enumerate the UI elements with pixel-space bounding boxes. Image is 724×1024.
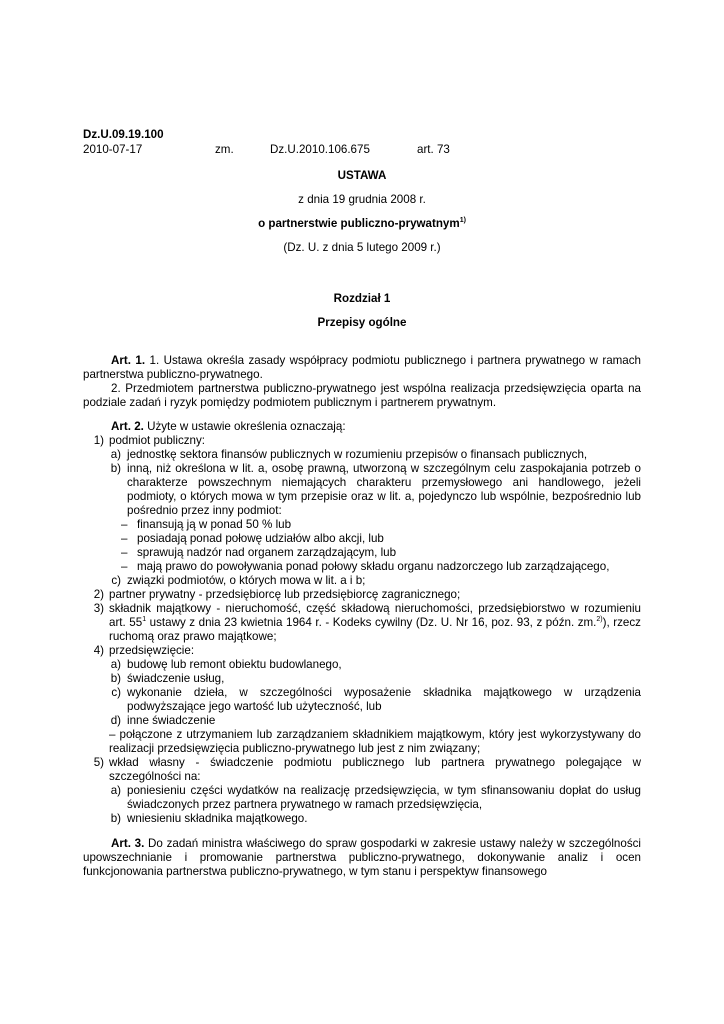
definition-5b — [83, 812, 641, 826]
item-letter: c) — [111, 686, 121, 699]
dash-item-1 — [83, 518, 641, 532]
dash-marker: – — [121, 546, 128, 559]
definition-1a — [83, 448, 641, 462]
article-1 — [83, 354, 641, 410]
act-subject-text: o partnerstwie publiczno-prywatnym — [258, 217, 460, 230]
amendment-article: art. 73 — [417, 143, 450, 156]
item-text: związki podmiotów, o których mowa w lit. a i b; — [127, 574, 366, 587]
dash-marker: – — [121, 518, 128, 531]
item-text: wkład własny - świadczenie podmiotu publicznego lub partnera prywatnego polegające w szczególności na: — [109, 756, 641, 783]
item-text: jednostkę sektora finansów publicznych w rozumieniu przepisów o finansach publicznych, — [127, 448, 588, 461]
article-3-paragraph — [83, 837, 641, 879]
text-part: składnik majątkowy - nieruchomość, część składową nieruchomości, przedsiębiorstwo w rozumieniu art. 55 — [109, 602, 641, 629]
amendment-date: 2010-07-17 — [83, 143, 143, 156]
text-part: ustawy z dnia 23 kwietnia 1964 r. - Kodeks cywilny (Dz. U. Nr 16, poz. 93, z późn. zm. — [146, 616, 597, 629]
article-1-text-1: 1. Ustawa określa zasady współpracy podmiotu publicznego i partnera prywatnego w ramach partnerstwa publiczno-prywatnego. — [83, 354, 642, 381]
item-text: mają prawo do powoływania ponad połowy składu organu nadzorczego lub zarządzającego, — [137, 560, 610, 573]
chapter-label: Rozdział 1 — [333, 292, 391, 305]
definition-4b — [83, 672, 641, 686]
item-text: finansują ją w ponad 50 % lub — [137, 518, 292, 531]
amendment-label: zm. — [215, 143, 234, 156]
item-text: wykonanie dzieła, w szczególności wyposażenie składnika majątkowego w urządzenia podwyższające jego wartość lub użyteczność, lub — [127, 686, 641, 713]
dash-marker: – — [121, 532, 128, 545]
item-letter: b) — [110, 672, 121, 685]
item-number: 1) — [93, 434, 104, 447]
definition-1 — [83, 434, 641, 448]
act-journal: (Dz. U. z dnia 5 lutego 2009 r.) — [283, 241, 441, 254]
definition-4d — [83, 714, 641, 728]
article-1-label: Art. 1. — [111, 354, 146, 367]
article-3 — [83, 837, 641, 879]
act-date: z dnia 19 grudnia 2008 r. — [298, 193, 426, 206]
item-text: wniesieniu składnika majątkowego. — [127, 812, 308, 825]
item-text: budowę lub remont obiektu budowlanego, — [127, 658, 342, 671]
dash-item-4 — [83, 560, 641, 574]
item-text: przedsięwzięcie: — [109, 644, 195, 657]
article-2 — [83, 420, 641, 826]
chapter-title: Przepisy ogólne — [317, 316, 407, 329]
dash-item-3 — [83, 546, 641, 560]
document-page — [83, 128, 641, 879]
item-letter: a) — [110, 448, 121, 461]
amendment-line — [83, 143, 641, 158]
item-text: sprawują nadzór nad organem zarządzającym, lub — [137, 546, 397, 559]
item-text: podmiot publiczny: — [109, 434, 206, 447]
article-2-label: Art. 2. — [111, 420, 144, 433]
article-2-intro — [83, 420, 641, 434]
definition-4 — [83, 644, 641, 658]
dash-marker: – — [121, 560, 128, 573]
item-text: inną, niż określona w lit. a, osobę prawną, utworzoną w szczególnym celu zaspokajania potrzeb o charakterze powszechnym niemających charakteru przemysłowego ani handlowego, jeżeli podmioty, o których mowa w tym przepisie oraz w lit. a, pojedynczo lub wspólnie, bezpośrednio lub pośrednio przez inny podmiot: — [127, 462, 641, 517]
article-3-label: Art. 3. — [111, 837, 145, 850]
item-number: 3) — [93, 602, 104, 615]
document-id: Dz.U.09.19.100 — [83, 128, 164, 141]
article-1-paragraph-2: 2. Przedmiotem partnerstwa publiczno-prywatnego jest wspólna realizacja przedsięwzięcia oparta na podziale zadań i ryzyk pomiędzy podmiotem publicznym i partnerem prywatnym. — [83, 382, 641, 409]
definition-4c — [83, 686, 641, 714]
dash-item-2 — [83, 532, 641, 546]
item-text: poniesieniu części wydatków na realizację przedsięwzięcia, w tym sfinansowaniu dopłat do usług świadczonych przez partnera prywatnego w ramach przedsięwzięcia, — [127, 784, 641, 811]
footnote-marker: 2) — [596, 616, 603, 624]
article-3-text: Do zadań ministra właściwego do spraw gospodarki w zakresie ustawy należy w szczególności upowszechnianie i promowanie partnerstwa publiczno-prywatnego, dokonywanie analiz i ocen funkcjonowania partnerstwa publiczno-prywatnego, w tym stanu i perspektyw finansowego — [83, 837, 641, 878]
item-text: inne świadczenie — [127, 714, 216, 727]
definition-4a — [83, 658, 641, 672]
definition-4-tail: – połączone z utrzymaniem lub zarządzaniem składnikiem majątkowym, który jest wykorzystywany do realizacji przedsięwzięcia publiczno-prywatnego lub jest z nim związany; — [109, 728, 641, 755]
item-letter: c) — [111, 574, 121, 587]
definition-1b — [83, 462, 641, 518]
item-text: posiadają ponad połowę udziałów albo akcji, lub — [137, 532, 384, 545]
article-2-intro-text: Użyte w ustawie określenia oznaczają: — [143, 420, 346, 433]
item-number: 2) — [93, 588, 104, 601]
definition-5 — [83, 756, 641, 784]
item-letter: a) — [110, 658, 121, 671]
definition-3 — [83, 602, 641, 644]
item-text — [109, 602, 641, 644]
definition-2 — [83, 588, 641, 602]
text-part: ), rzecz ruchomą oraz prawo majątkowe; — [109, 616, 641, 643]
definition-5a — [83, 784, 641, 812]
act-subject-footnote: 1) — [459, 217, 466, 225]
item-letter: b) — [110, 462, 121, 475]
item-number: 5) — [93, 756, 104, 769]
article-1-paragraph-1 — [83, 354, 641, 382]
footnote-marker: 1 — [142, 616, 147, 624]
item-text: partner prywatny - przedsiębiorcę lub przedsiębiorcę zagranicznego; — [109, 588, 461, 601]
item-letter: d) — [110, 714, 121, 727]
item-text: świadczenie usług, — [127, 672, 225, 685]
act-type: USTAWA — [337, 169, 387, 182]
amendment-reference: Dz.U.2010.106.675 — [270, 143, 370, 156]
item-number: 4) — [93, 644, 104, 657]
definition-1c — [83, 574, 641, 588]
act-subject — [83, 217, 641, 230]
item-letter: a) — [110, 784, 121, 797]
item-letter: b) — [110, 812, 121, 825]
